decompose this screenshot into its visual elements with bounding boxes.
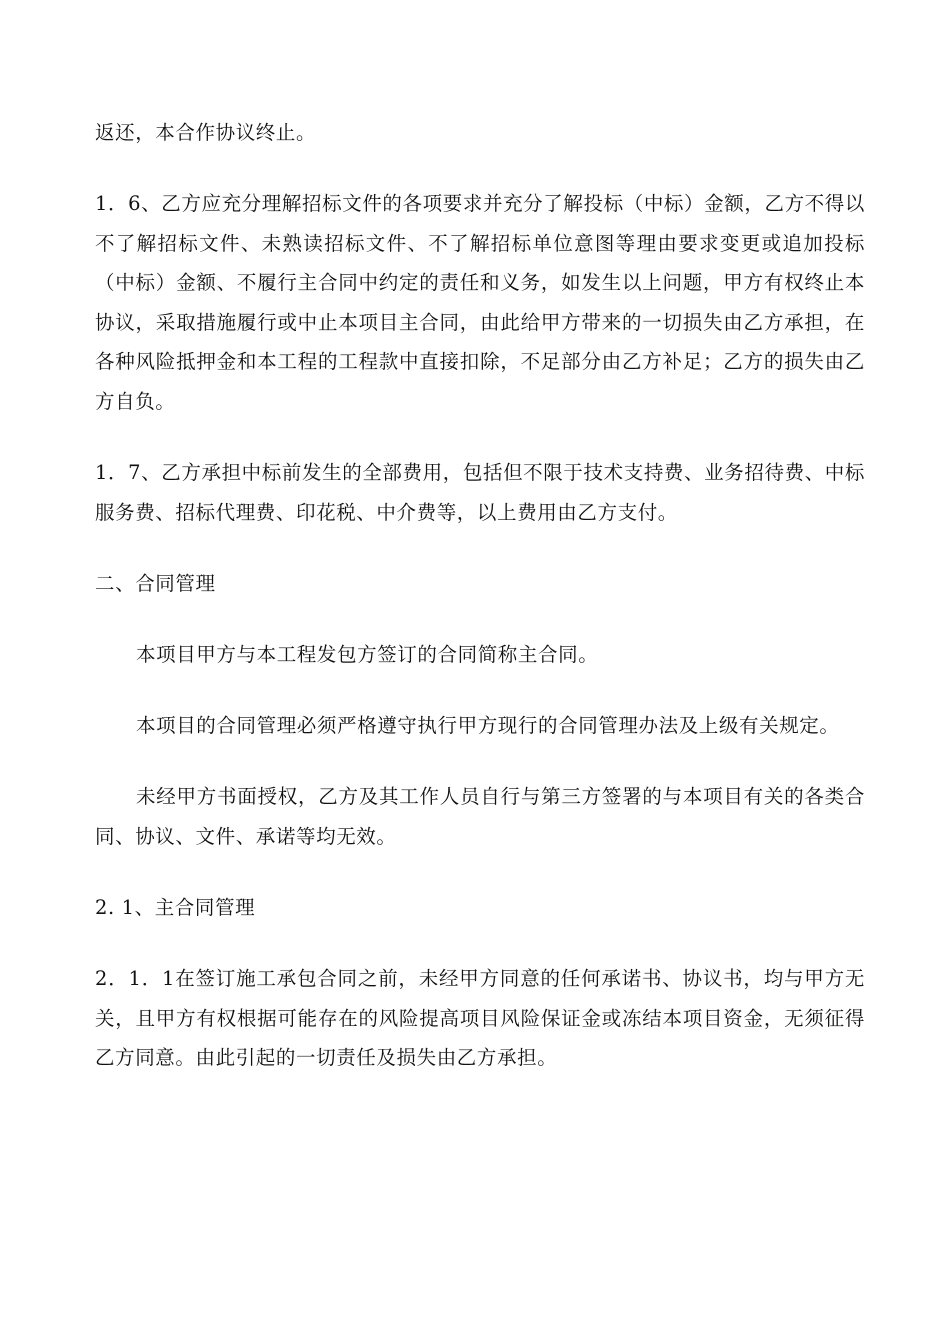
paragraph-clause-1-7: 1．7、乙方承担中标前发生的全部费用，包括但不限于技术支持费、业务招待费、中标服务费、招标代理费、印花税、中介费等，以上费用由乙方支付。 xyxy=(95,461,865,524)
paragraph-unauthorized-contracts: 未经甲方书面授权，乙方及其工作人员自行与第三方签署的与本项目有关的各类合同、协议、文件、承诺等均无效。 xyxy=(95,785,865,848)
subsection-heading-main-contract-management: 2. 1、主合同管理 xyxy=(95,895,256,919)
paragraph-clause-1-6: 1．6、乙方应充分理解招标文件的各项要求并充分了解投标（中标）金额，乙方不得以不了解招标文件、未熟读招标文件、不了解招标单位意图等理由要求变更或追加投标（中标）金额、不履行主合同中约定的责任和义务，如发生以上问题，甲方有权终止本协议，采取措施履行或中止本项目主合同，由此给甲方带来的一切损失由乙方承担，在各种风险抵押金和本工程的工程款中直接扣除，不足部分由乙方补足；乙方的损失由乙方自负。 xyxy=(95,192,865,414)
section-heading-contract-management: 二、合同管理 xyxy=(95,571,216,595)
paragraph-termination-continuation: 返还，本合作协议终止。 xyxy=(95,121,317,144)
paragraph-contract-management-rules: 本项目的合同管理必须严格遵守执行甲方现行的合同管理办法及上级有关规定。 xyxy=(136,714,840,738)
paragraph-main-contract-definition: 本项目甲方与本工程发包方签订的合同简称主合同。 xyxy=(136,642,599,666)
paragraph-clause-2-1-1: 2．1．1在签订施工承包合同之前，未经甲方同意的任何承诺书、协议书，均与甲方无关，且甲方有权根据可能存在的风险提高项目风险保证金或冻结本项目资金，无须征得乙方同意。由此引起的一切责任及损失由乙方承担。 xyxy=(95,966,865,1070)
document-body xyxy=(95,113,865,1078)
